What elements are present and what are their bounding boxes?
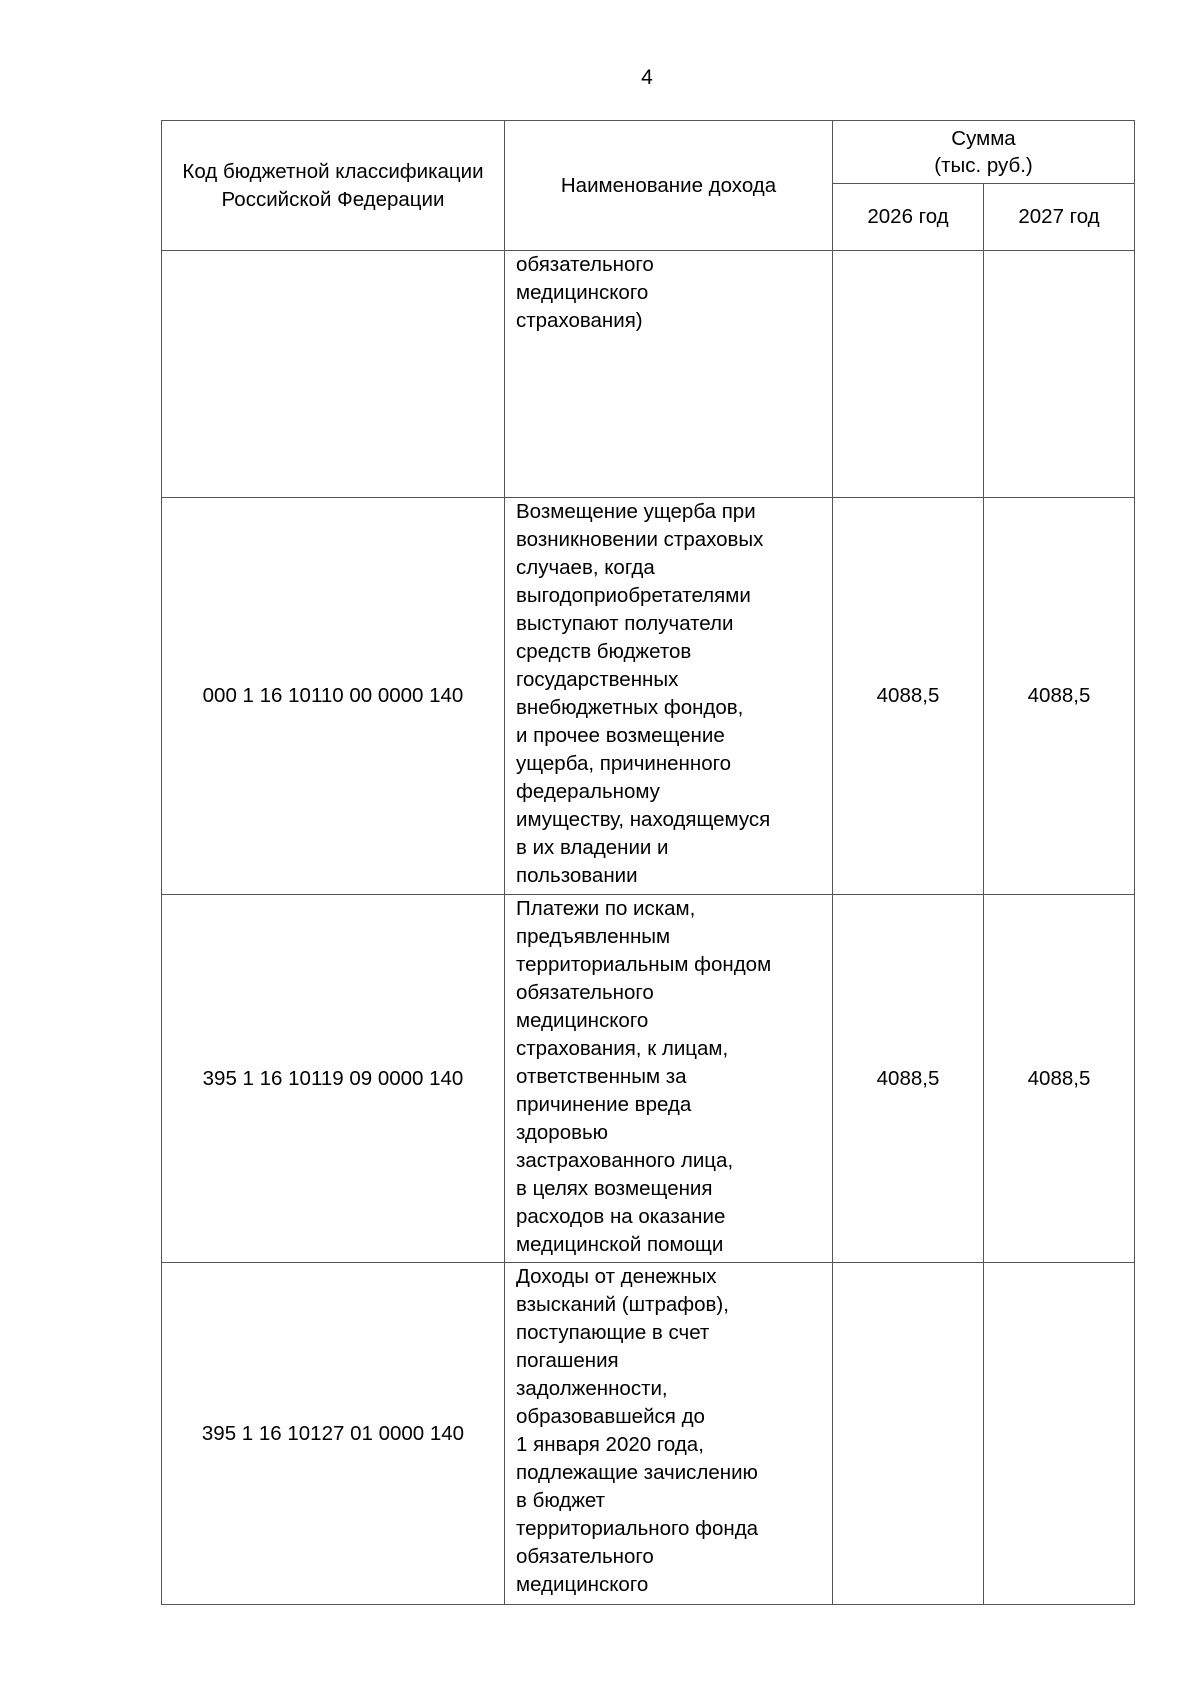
row-2026: 4088,5	[833, 498, 984, 895]
table-row	[162, 895, 1135, 1263]
row-2026	[833, 251, 984, 498]
row-2026: 4088,5	[833, 895, 984, 1263]
page-number: 4	[641, 66, 653, 89]
row-code: 395 1 16 10127 01 0000 140	[162, 1263, 505, 1605]
row-code	[162, 251, 505, 498]
header-year-2026: 2026 год	[833, 184, 984, 251]
table-row	[162, 1263, 1135, 1605]
header-sum: Сумма (тыс. руб.)	[833, 121, 1135, 184]
row-2027	[984, 1263, 1135, 1605]
row-2027: 4088,5	[984, 498, 1135, 895]
row-2027	[984, 251, 1135, 498]
revenue-table	[161, 120, 1135, 1605]
row-name: Платежи по искам, предъявленным территориальным фондом обязательного медицинского страхования, к лицам, ответственным за причинение вреда здоровью застрахованного лица, в целях возмещения расходов на оказание медицинской помощи	[505, 895, 833, 1263]
table-row	[162, 498, 1135, 895]
row-2026	[833, 1263, 984, 1605]
header-name: Наименование дохода	[505, 121, 833, 251]
row-name: Возмещение ущерба при возникновении страховых случаев, когда выгодоприобретателями выступают получатели средств бюджетов государственных внебюджетных фондов, и прочее возмещение ущерба, причиненного федеральному имуществу, находящемуся в их владении и пользовании	[505, 498, 833, 895]
header-year-2027: 2027 год	[984, 184, 1135, 251]
header-code: Код бюджетной классификации Российской Федерации	[162, 121, 505, 251]
table-row	[162, 251, 1135, 498]
row-2027: 4088,5	[984, 895, 1135, 1263]
row-code: 395 1 16 10119 09 0000 140	[162, 895, 505, 1263]
row-name: Доходы от денежных взысканий (штрафов), поступающие в счет погашения задолженности, образовавшейся до 1 января 2020 года, подлежащие зачислению в бюджет территориального фонда обязательного медицинского	[505, 1263, 833, 1605]
row-name: обязательного медицинского страхования)	[505, 251, 833, 498]
row-code: 000 1 16 10110 00 0000 140	[162, 498, 505, 895]
